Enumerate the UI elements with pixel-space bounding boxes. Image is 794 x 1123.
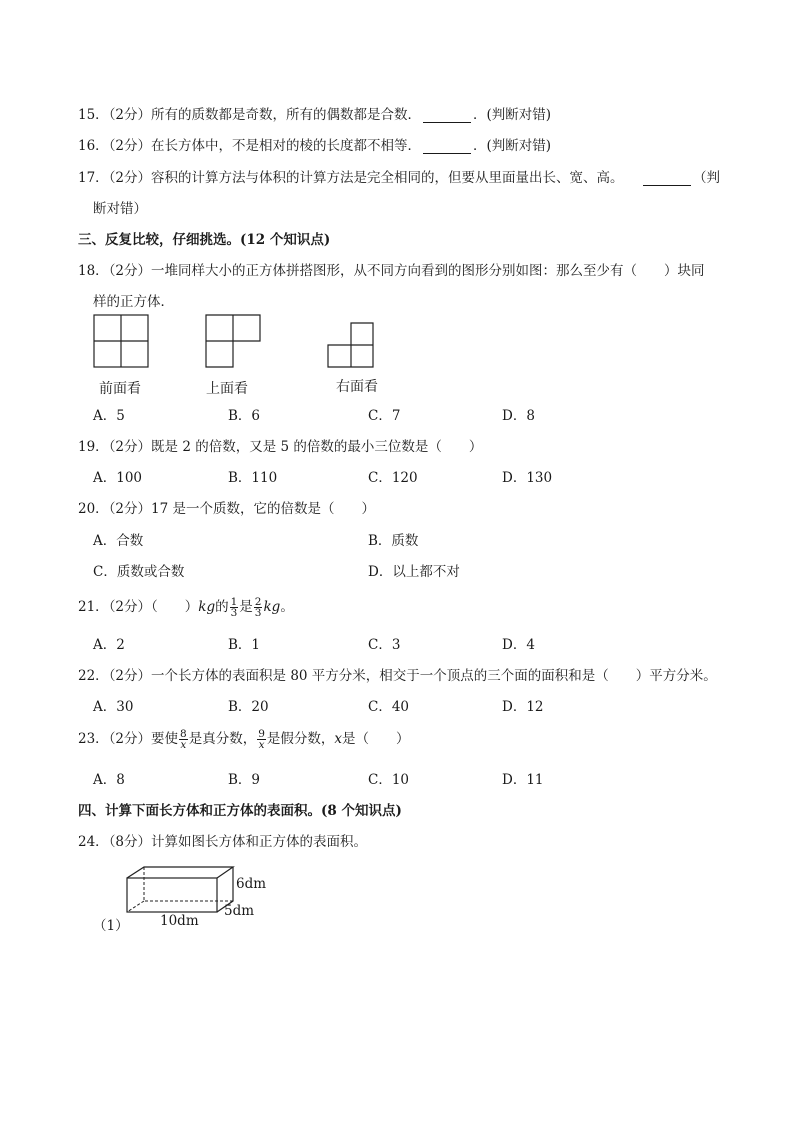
answer-blank[interactable] xyxy=(423,110,471,123)
option-d[interactable]: D．12 xyxy=(502,699,544,715)
question-score: （2分） xyxy=(108,599,152,615)
question-suffix: ．(判断对错) xyxy=(473,107,552,123)
question-score: （2分） xyxy=(108,439,152,455)
question-17-blank xyxy=(641,166,720,186)
question-text: 计算如图长方体和正方体的表面积。 xyxy=(151,834,368,850)
cuboid-figure xyxy=(126,866,236,916)
fraction-two-thirds: $\frac{2}{3}$ xyxy=(254,596,262,619)
question-number: 16． xyxy=(78,138,109,154)
top-view-label: 上面看 xyxy=(206,381,248,397)
question-20 xyxy=(78,497,375,517)
question-16 xyxy=(78,134,551,154)
option-a[interactable]: A．30 xyxy=(93,699,134,715)
section-4-heading: 四、计算下面长方体和正方体的表面积。(8 个知识点) xyxy=(78,803,402,819)
option-c[interactable]: C．10 xyxy=(368,772,410,788)
fraction-9-over-x: $\frac{9}{x}$ xyxy=(258,728,265,751)
question-score: （8分） xyxy=(108,834,152,850)
option-d[interactable]: D．11 xyxy=(502,772,544,788)
fraction-8-over-x: $\frac{8}{x}$ xyxy=(180,728,187,751)
text-de: 的 xyxy=(215,599,229,615)
option-c[interactable]: C．7 xyxy=(368,408,401,424)
option-d[interactable]: D．以上都不对 xyxy=(368,564,460,580)
question-score: （2分） xyxy=(108,668,152,684)
option-b[interactable]: B．质数 xyxy=(368,533,419,549)
option-b[interactable]: B．9 xyxy=(228,772,261,788)
option-b[interactable]: B．1 xyxy=(228,637,261,653)
dimension-width-label: 5dm xyxy=(224,903,255,919)
question-number: 21． xyxy=(78,599,109,615)
option-a[interactable]: A．2 xyxy=(93,637,125,653)
question-text: 所有的质数都是奇数，所有的偶数都是合数． xyxy=(151,107,422,123)
question-number: 19． xyxy=(78,439,109,455)
fraction-one-third: $\frac{1}{3}$ xyxy=(230,596,238,619)
question-17-line2: 断对错） xyxy=(93,201,147,217)
question-score: （2分） xyxy=(108,731,152,747)
question-24 xyxy=(78,830,367,850)
option-c[interactable]: C．120 xyxy=(368,470,418,486)
section-3-heading: 三、反复比较，仔细挑选。(12 个知识点) xyxy=(78,232,331,248)
question-number: 23． xyxy=(78,731,109,747)
front-view-label: 前面看 xyxy=(99,381,141,397)
question-number: 17． xyxy=(78,170,109,186)
question-text: 在长方体中，不是相对的棱的长度都不相等． xyxy=(151,138,422,154)
option-c[interactable]: C．3 xyxy=(368,637,401,653)
question-number: 24． xyxy=(78,834,109,850)
question-21 xyxy=(78,592,294,622)
question-score: （2分） xyxy=(108,138,152,154)
question-suffix: （判 xyxy=(693,170,720,186)
answer-blank[interactable] xyxy=(643,173,691,186)
right-view-label: 右面看 xyxy=(336,379,378,395)
option-a[interactable]: A．合数 xyxy=(93,533,144,549)
question-number: 22． xyxy=(78,668,109,684)
part-1-label: （1） xyxy=(93,918,129,934)
option-a[interactable]: A．5 xyxy=(93,408,125,424)
question-number: 18． xyxy=(78,263,109,279)
question-18 xyxy=(78,259,705,279)
question-text: 17 是一个质数，它的倍数是（ ） xyxy=(151,501,376,517)
answer-paren[interactable]: （ ） xyxy=(151,599,199,615)
unit-kg: kg xyxy=(263,599,281,615)
question-22 xyxy=(78,664,717,684)
question-score: （2分） xyxy=(108,170,152,186)
question-text: 既是 2 的倍数，又是 5 的倍数的最小三位数是（ ） xyxy=(151,439,483,455)
sentence-end: 。 xyxy=(280,599,294,615)
question-text: 一个长方体的表面积是 80 平方分米，相交于一个顶点的三个面的面积和是（ ）平方分米。 xyxy=(151,668,717,684)
question-score: （2分） xyxy=(108,107,152,123)
question-number: 20． xyxy=(78,501,109,517)
answer-blank[interactable] xyxy=(423,141,471,154)
question-23: 23．（2分）要使 $\frac{8}{x}$ 是真分数， $\frac{9}{x}$ 是假分数，x是（ ） xyxy=(78,728,410,751)
unit-kg: kg xyxy=(198,599,216,615)
option-c[interactable]: C．40 xyxy=(368,699,410,715)
question-suffix: ．(判断对错) xyxy=(473,138,552,154)
question-19 xyxy=(78,435,482,455)
text-shi: 是 xyxy=(239,599,253,615)
question-number: 15． xyxy=(78,107,109,123)
dimension-length-label: 10dm xyxy=(160,913,199,929)
front-view-figure xyxy=(93,314,151,370)
dimension-height-label: 6dm xyxy=(236,876,267,892)
question-score: （2分） xyxy=(108,263,152,279)
variable-x: x xyxy=(334,731,343,747)
question-text: 一堆同样大小的正方体拼搭图形，从不同方向看到的图形分别如图：那么至少有（ ）块同 xyxy=(151,263,705,279)
question-15 xyxy=(78,103,551,123)
option-d[interactable]: D．130 xyxy=(502,470,553,486)
option-a[interactable]: A．8 xyxy=(93,772,125,788)
right-view-figure xyxy=(327,322,377,370)
question-18-line2: 样的正方体． xyxy=(93,294,174,310)
option-c[interactable]: C．质数或合数 xyxy=(93,564,185,580)
question-17 xyxy=(78,166,624,186)
question-score: （2分） xyxy=(108,501,152,517)
option-d[interactable]: D．4 xyxy=(502,637,535,653)
option-a[interactable]: A．100 xyxy=(93,470,143,486)
question-text: 容积的计算方法与体积的计算方法是完全相同的，但要从里面量出长、宽、高。 xyxy=(151,170,624,186)
option-d[interactable]: D．8 xyxy=(502,408,535,424)
top-view-figure xyxy=(205,314,263,370)
option-b[interactable]: B．20 xyxy=(228,699,269,715)
option-b[interactable]: B．110 xyxy=(228,470,278,486)
option-b[interactable]: B．6 xyxy=(228,408,261,424)
question-text: 要使 xyxy=(151,731,179,747)
